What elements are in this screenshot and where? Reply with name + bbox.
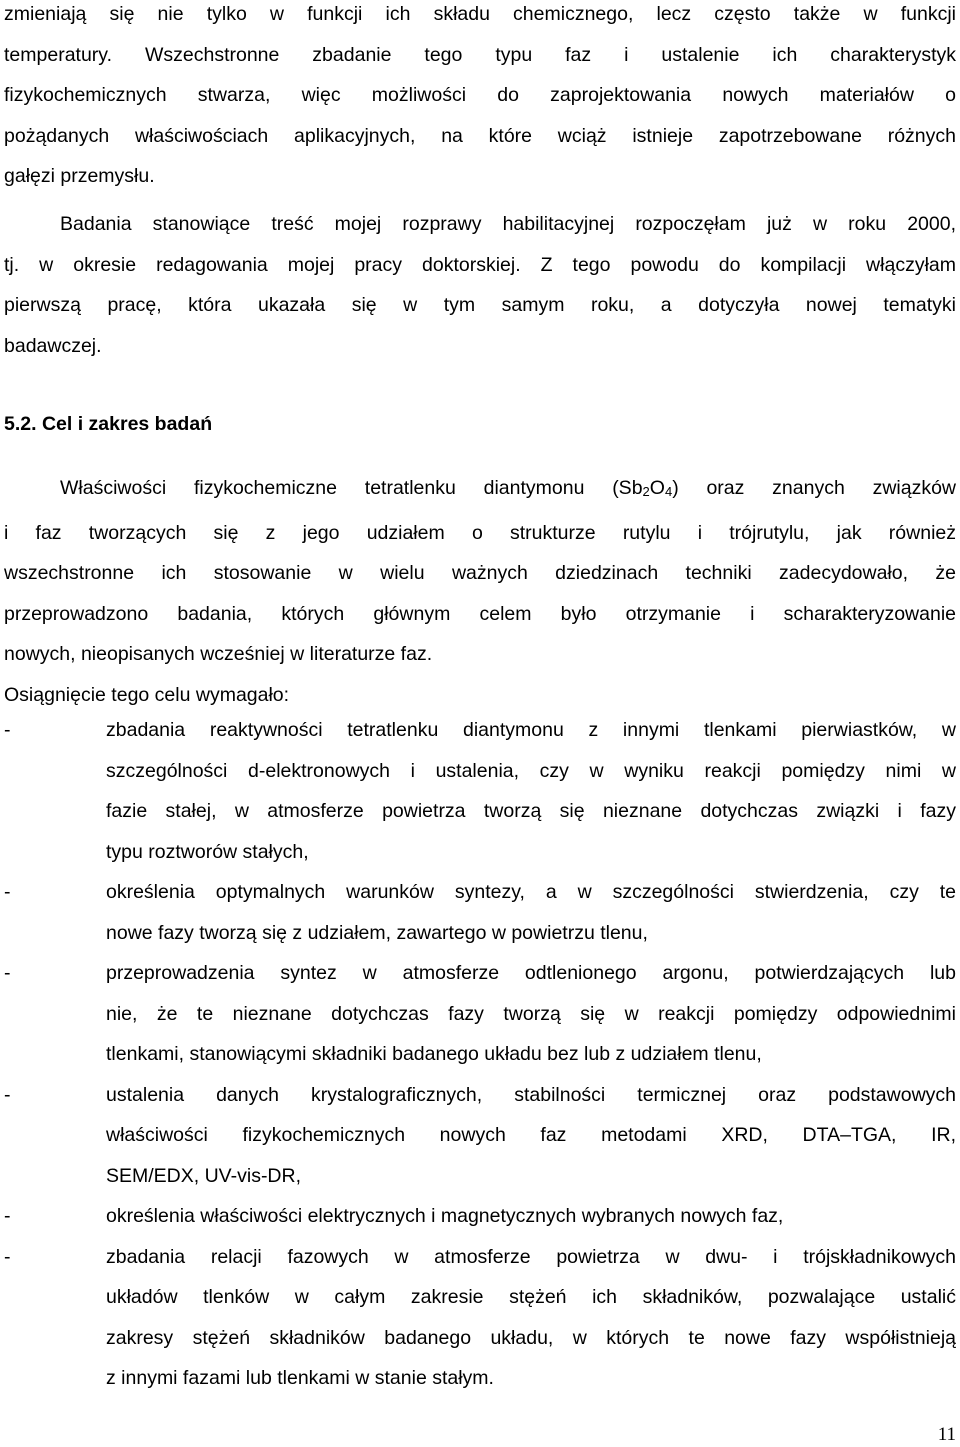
paragraph-3 bbox=[4, 468, 956, 715]
paragraph-1 bbox=[4, 0, 956, 197]
dash-bullet: - bbox=[4, 1245, 11, 1268]
dash-bullet: - bbox=[4, 1083, 11, 1106]
intro-line: Osiągnięcie tego celu wymagało: bbox=[4, 683, 290, 706]
paragraph-line: tj. w okresie redagowania mojej pracy doktorskiej. Z tego powodu do kompilacji włączyłam bbox=[4, 253, 956, 276]
paragraph-line: temperatury. Wszechstronne zbadanie tego typu faz i ustalenie ich charakterystyk bbox=[4, 43, 956, 66]
dash-bullet: - bbox=[4, 1205, 11, 1227]
list-item bbox=[4, 953, 956, 1075]
paragraph-line: zmieniają się nie tylko w funkcji ich składu chemicznego, lecz często także w funkcji bbox=[4, 3, 956, 25]
list-line: zbadania relacji fazowych w atmosferze powietrza w dwu- i trójskładnikowych bbox=[106, 1245, 956, 1268]
list-line: przeprowadzenia syntez w atmosferze odtlenionego argonu, potwierdzających lub bbox=[106, 962, 956, 984]
list-line: typu roztworów stałych, bbox=[106, 840, 309, 863]
text-segment: O bbox=[649, 477, 665, 499]
list-line: tlenkami, stanowiącymi składniki badanego układu bez lub z udziałem tlenu, bbox=[106, 1043, 762, 1065]
dash-bullet: - bbox=[4, 719, 11, 741]
list-line: szczególności d-elektronowych i ustalenia, czy w wyniku reakcji pomiędzy nimi w bbox=[106, 759, 956, 782]
list-line: fazie stałej, w atmosferze powietrza tworzą się nieznane dotychczas związki i fazy bbox=[106, 800, 956, 822]
paragraph-line: pożądanych właściwościach aplikacyjnych, na które wciąż istnieje zapotrzebowane różnych bbox=[4, 124, 956, 147]
list-line: właściwości fizykochemicznych nowych faz metodami XRD, DTA–TGA, IR, bbox=[106, 1124, 956, 1146]
text-segment: Właściwości fizykochemiczne tetratlenku diantymonu (Sb bbox=[60, 477, 643, 499]
paragraph-line: Badania stanowiące treść mojej rozprawy habilitacyjnej rozpoczęłam już w roku 2000, bbox=[60, 213, 956, 235]
paragraph-line: gałęzi przemysłu. bbox=[4, 165, 155, 187]
list-line: z innymi fazami lub tlenkami w stanie stałym. bbox=[106, 1367, 494, 1389]
list-line: układów tlenków w całym zakresie stężeń ich składników, pozwalające ustalić bbox=[106, 1286, 956, 1308]
paragraph-line: wszechstronne ich stosowanie w wielu ważnych dziedzinach techniki zadecydowało, że bbox=[4, 562, 956, 584]
paragraph-line: badawczej. bbox=[4, 334, 102, 357]
list-item bbox=[4, 1075, 956, 1197]
page-number: 11 bbox=[937, 1424, 956, 1445]
text-segment: ) oraz znanych związków bbox=[672, 477, 957, 499]
dash-bullet: - bbox=[4, 962, 11, 984]
dash-bullet: - bbox=[4, 881, 11, 903]
list-line: zbadania reaktywności tetratlenku diantymonu z innymi tlenkami pierwiastków, w bbox=[106, 719, 956, 741]
list-item bbox=[4, 710, 956, 872]
subscript: 4 bbox=[664, 484, 673, 499]
paragraph-line: przeprowadzono badania, których głównym celem było otrzymanie i scharakteryzowanie bbox=[4, 602, 956, 625]
paragraph-line-formula bbox=[4, 468, 956, 513]
list-line: nowe fazy tworzą się z udziałem, zawartego w powietrzu tlenu, bbox=[106, 921, 648, 944]
paragraph-line: nowych, nieopisanych wcześniej w literaturze faz. bbox=[4, 643, 433, 665]
list-line: określenia optymalnych warunków syntezy, a w szczególności stwierdzenia, czy te bbox=[106, 881, 956, 903]
list-line: zakresy stężeń składników badanego układu, w których te nowe fazy współistnieją bbox=[106, 1326, 956, 1349]
paragraph-line: pierwszą pracę, która ukazała się w tym samym roku, a dotyczyła nowej tematyki bbox=[4, 294, 956, 316]
list-item bbox=[4, 1196, 956, 1237]
list-line: SEM/EDX, UV-vis-DR, bbox=[106, 1164, 302, 1187]
section-heading: 5.2. Cel i zakres badań bbox=[4, 413, 213, 435]
paragraph-2 bbox=[4, 204, 956, 366]
list-line: ustalenia danych krystalograficznych, stabilności termicznej oraz podstawowych bbox=[106, 1083, 956, 1106]
paragraph-line: fizykochemicznych stwarza, więc możliwości do zaprojektowania nowych materiałów o bbox=[4, 84, 956, 106]
list-line: nie, że te nieznane dotychczas fazy tworzą się w reakcji pomiędzy odpowiednimi bbox=[106, 1002, 956, 1025]
subscript: 2 bbox=[642, 484, 650, 499]
requirements-list bbox=[4, 710, 956, 1399]
list-line: określenia właściwości elektrycznych i magnetycznych wybranych nowych faz, bbox=[106, 1205, 784, 1227]
list-item bbox=[4, 1237, 956, 1399]
list-item bbox=[4, 872, 956, 953]
paragraph-line: i faz tworzących się z jego udziałem o strukturze rutylu i trójrutylu, jak również bbox=[4, 521, 956, 544]
